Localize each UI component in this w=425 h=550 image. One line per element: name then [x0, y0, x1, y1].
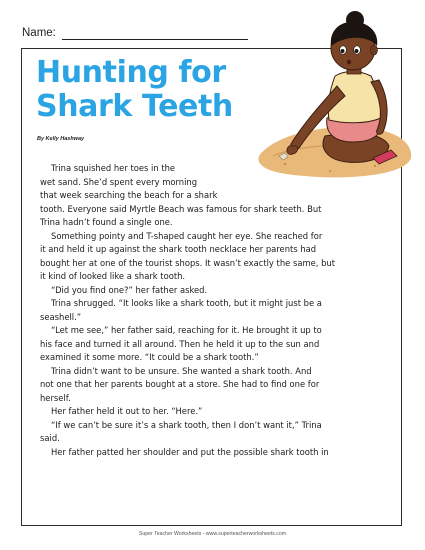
- story-paragraph: “If we can’t be sure it’s a shark tooth, then I don’t want it,” Trina said.: [40, 419, 322, 443]
- story-paragraph: Trina shrugged. “It looks like a shark tooth, but it might just be a seashell.”: [40, 298, 322, 322]
- page-footer: Super Teacher Worksheets - www.superteacherworksheets.com: [138, 531, 287, 537]
- article-title-line-1: Hunting for: [36, 55, 226, 90]
- story-paragraph: Something pointy and T-shaped caught her eye. She reached for it and held it up against the shark tooth necklace her parents had bought her at one of the tourist shops. It wasn’t exactly the same, but it kind of looked like a shark tooth.: [40, 230, 335, 281]
- story-paragraph: Her father held it out to her. “Here.”: [51, 406, 203, 416]
- story-paragraph: Her father patted her shoulder and put the possible shark tooth in: [51, 446, 329, 457]
- story-paragraph: Trina squished her toes in the wet sand. She’d spent every morning that week searching the beach for a shark tooth. Everyone said Myrtle Beach was famous for shark teeth. But Trina hadn’t found a single one.: [40, 163, 322, 227]
- story-paragraph: “Let me see,” her father said, reaching for it. He brought it up to his face and turned it all around. Then he held it up to the sun and examined it some more. “It could be a shark tooth.”: [40, 325, 322, 362]
- girl-on-beach-illustration: [255, 6, 415, 182]
- name-label: Name:: [22, 27, 56, 39]
- name-field-line[interactable]: [62, 39, 248, 40]
- article-byline: By Kelly Hashway: [37, 136, 85, 142]
- story-paragraph: “Did you find one?” her father asked.: [51, 284, 208, 295]
- story-text: [40, 162, 390, 459]
- story-paragraph: Trina didn’t want to be unsure. She wanted a shark tooth. And not one that her parents bought at a store. She had to find one for herself.: [40, 365, 320, 403]
- article-title: [36, 56, 233, 124]
- article-title-line-2: Shark Teeth: [36, 89, 233, 124]
